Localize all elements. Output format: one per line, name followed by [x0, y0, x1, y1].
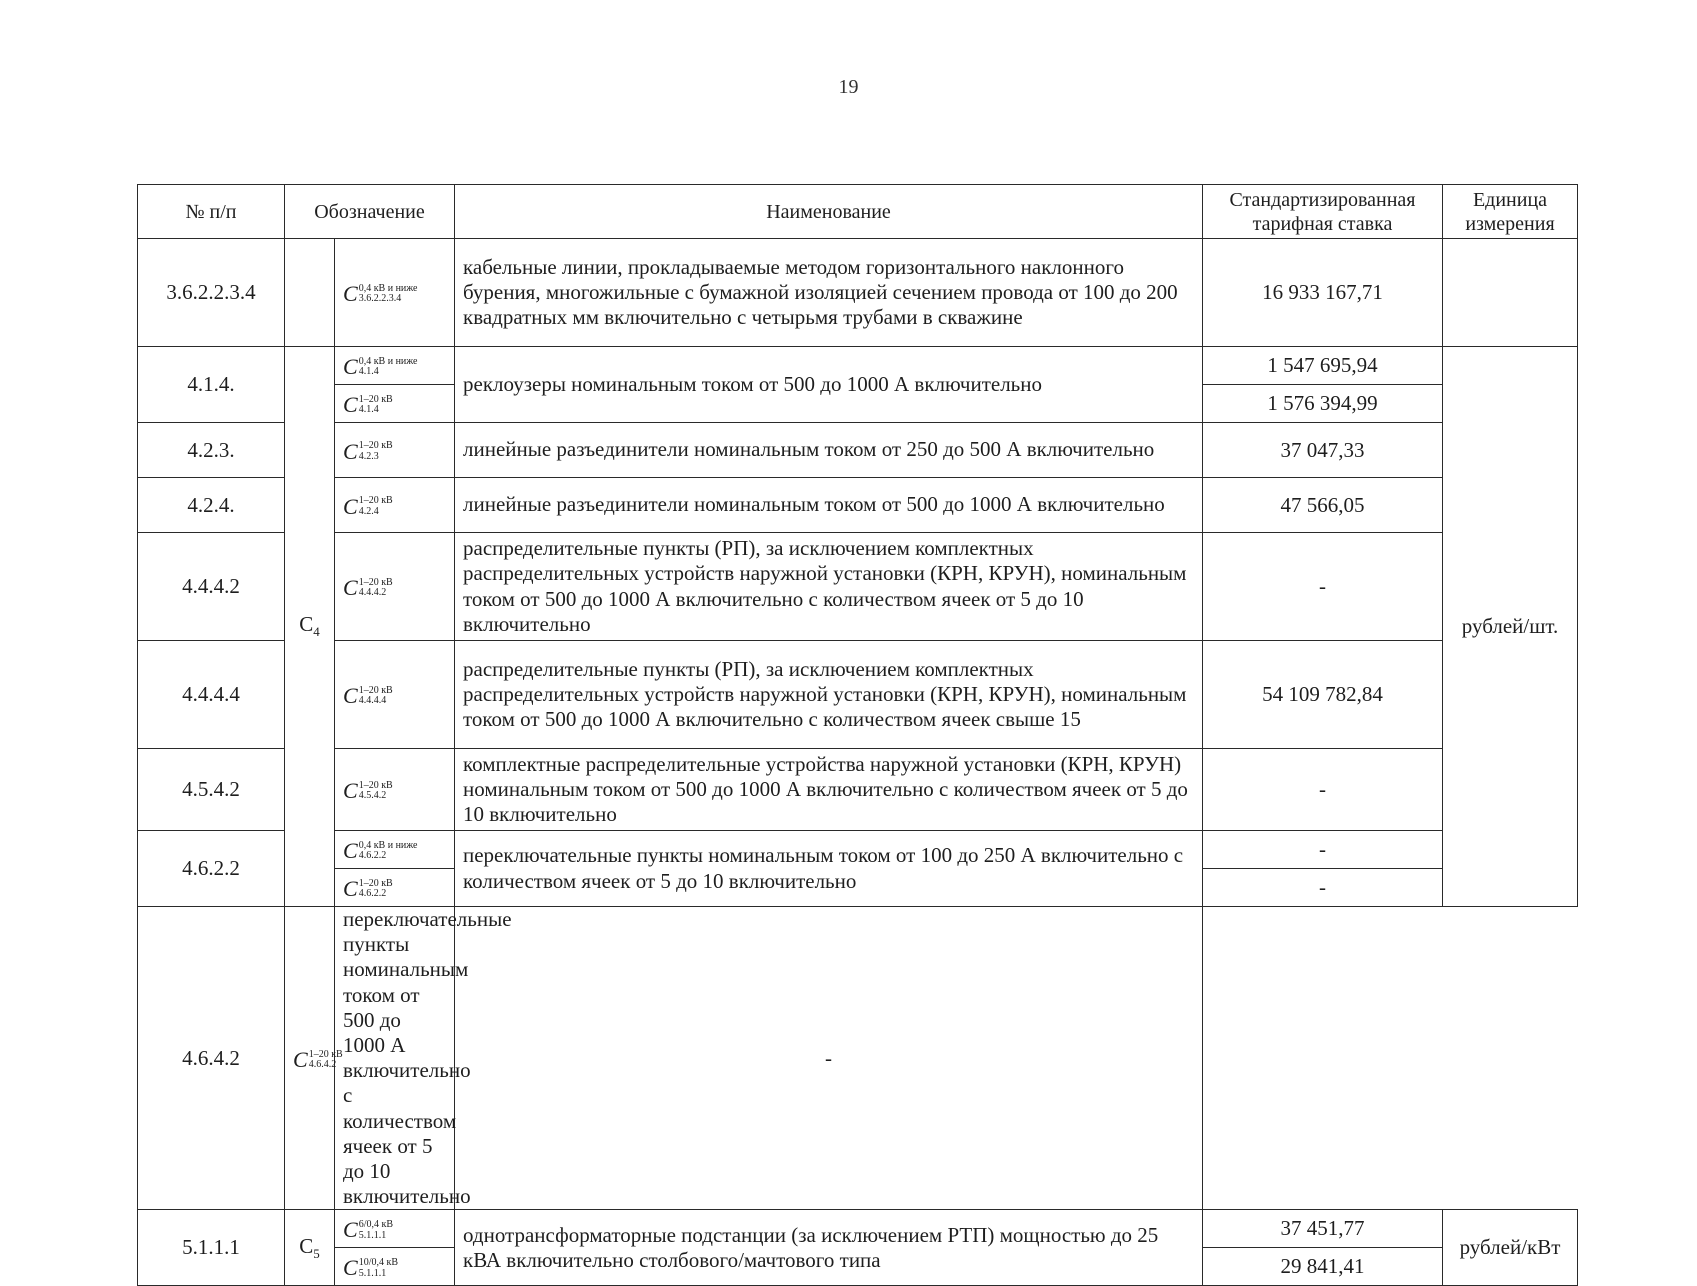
- designation: C 0,4 кВ и ниже 4.6.2.2: [335, 831, 455, 869]
- designation: C 1–20 кВ 4.4.4.2: [335, 533, 455, 641]
- header-code: Обозначение: [285, 185, 455, 239]
- item-name: распределительные пункты (РП), за исключением комплектных распределительных устройств наружной установки (КРН, КРУН), номинальным током от 500 до 1000 А включительно с количеством ячеек свыше 15: [455, 641, 1203, 749]
- table-row: [138, 239, 1578, 347]
- tariff-rate: 47 566,05: [1203, 478, 1443, 533]
- row-number: 4.2.4.: [138, 478, 285, 533]
- designation: C 1–20 кВ 4.6.2.2: [335, 869, 455, 907]
- tariff-rate: -: [1203, 831, 1443, 869]
- tariff-rate: -: [1203, 533, 1443, 641]
- group-letter: C: [299, 1233, 314, 1258]
- designation: C 10/0,4 кВ 5.1.1.1: [335, 1248, 455, 1286]
- designation-index: 4.2.3: [358, 450, 379, 462]
- item-name: линейные разъединители номинальным током от 500 до 1000 А включительно: [455, 478, 1203, 533]
- row-number: 4.6.4.2: [138, 907, 285, 1210]
- table-header-row: [138, 185, 1578, 239]
- tariff-rate: -: [1203, 869, 1443, 907]
- designation-voltage: 0,4 кВ и ниже: [358, 282, 418, 294]
- table-row: [138, 907, 1578, 1210]
- row-number: 4.4.4.2: [138, 533, 285, 641]
- tariff-rate: 1 547 695,94: [1203, 347, 1443, 385]
- header-rate: Стандартизированная тарифная ставка: [1203, 185, 1443, 239]
- group-cell: [285, 239, 335, 347]
- designation-index: 4.2.4: [358, 505, 379, 517]
- designation-voltage: 1–20 кВ: [358, 877, 393, 889]
- unit-kw: рублей/кВт: [1443, 1210, 1578, 1286]
- row-number: 4.6.2.2: [138, 831, 285, 907]
- designation-voltage: 1–20 кВ: [308, 1048, 343, 1060]
- group-index: 4: [313, 624, 320, 640]
- table-row: [138, 423, 1578, 478]
- designation-index: 5.1.1.1: [358, 1229, 387, 1241]
- designation: C 6/0,4 кВ 5.1.1.1: [335, 1210, 455, 1248]
- tariff-rate: 29 841,41: [1203, 1248, 1443, 1286]
- item-name: переключательные пункты номинальным током от 500 до 1000 А включительно с количеством ячеек от 5 до 10 включительно: [335, 907, 455, 1210]
- group-index: 5: [313, 1245, 320, 1261]
- designation-voltage: 10/0,4 кВ: [358, 1257, 398, 1269]
- designation: C 1–20 кВ 4.2.4: [335, 478, 455, 533]
- group-designation-c5: [285, 1210, 335, 1286]
- designation-voltage: 6/0,4 кВ: [358, 1219, 393, 1231]
- designation-voltage: 0,4 кВ и ниже: [358, 839, 418, 851]
- item-name: распределительные пункты (РП), за исключением комплектных распределительных устройств наружной установки (КРН, КРУН), номинальным током от 500 до 1000 А включительно с количеством ячеек от 5 до 10 включительно: [455, 533, 1203, 641]
- tariff-rate: 37 047,33: [1203, 423, 1443, 478]
- tariff-rate: -: [1203, 749, 1443, 831]
- designation-index: 4.1.4: [358, 404, 379, 416]
- tariff-rate: 37 451,77: [1203, 1210, 1443, 1248]
- header-num: № п/п: [138, 185, 285, 239]
- designation-voltage: 1–20 кВ: [358, 393, 393, 405]
- designation: C 1–20 кВ 4.6.4.2: [285, 907, 335, 1210]
- designation: C 0,4 кВ и ниже 3.6.2.2.3.4: [335, 239, 455, 347]
- table-row: [138, 641, 1578, 749]
- tariff-rate: -: [455, 907, 1203, 1210]
- designation-voltage: 1–20 кВ: [358, 440, 393, 452]
- row-number: 5.1.1.1: [138, 1210, 285, 1286]
- item-name: реклоузеры номинальным током от 500 до 1000 А включительно: [455, 347, 1203, 423]
- tariff-table: [137, 184, 1578, 1286]
- table-row: [138, 478, 1578, 533]
- row-number: 4.4.4.4: [138, 641, 285, 749]
- designation-index: 3.6.2.2.3.4: [358, 293, 402, 305]
- designation: C 1–20 кВ 4.1.4: [335, 385, 455, 423]
- group-designation-c4: [285, 347, 335, 907]
- tariff-rate: 16 933 167,71: [1203, 239, 1443, 347]
- row-number: 3.6.2.2.3.4: [138, 239, 285, 347]
- table-row: [138, 831, 1578, 869]
- header-unit: Единица измерения: [1443, 185, 1578, 239]
- designation-index: 4.5.4.2: [358, 790, 387, 802]
- designation: C 1–20 кВ 4.5.4.2: [335, 749, 455, 831]
- designation-voltage: 1–20 кВ: [358, 576, 393, 588]
- designation-voltage: 1–20 кВ: [358, 495, 393, 507]
- designation-index: 5.1.1.1: [358, 1267, 387, 1279]
- item-name: линейные разъединители номинальным током от 250 до 500 А включительно: [455, 423, 1203, 478]
- designation-index: 4.6.2.2: [358, 888, 387, 900]
- row-number: 4.1.4.: [138, 347, 285, 423]
- designation-voltage: 1–20 кВ: [358, 779, 393, 791]
- table-row: [138, 1210, 1578, 1248]
- item-name: кабельные линии, прокладываемые методом горизонтального наклонного бурения, многожильные с бумажной изоляцией сечением провода от 100 до 200 квадратных мм включительно с четырьмя трубами в скважине: [455, 239, 1203, 347]
- table-row: [138, 347, 1578, 385]
- designation: C 1–20 кВ 4.4.4.4: [335, 641, 455, 749]
- designation: C 1–20 кВ 4.2.3: [335, 423, 455, 478]
- tariff-rate: 54 109 782,84: [1203, 641, 1443, 749]
- designation-index: 4.1.4: [358, 366, 379, 378]
- designation-index: 4.6.2.2: [358, 850, 387, 862]
- designation-voltage: 0,4 кВ и ниже: [358, 355, 418, 367]
- unit-pcs: рублей/шт.: [1443, 347, 1578, 907]
- item-name: переключательные пункты номинальным током от 100 до 250 А включительно с количеством ячеек от 5 до 10 включительно: [455, 831, 1203, 907]
- header-name: Наименование: [455, 185, 1203, 239]
- tariff-rate: 1 576 394,99: [1203, 385, 1443, 423]
- row-number: 4.5.4.2: [138, 749, 285, 831]
- row-number: 4.2.3.: [138, 423, 285, 478]
- table-row: [138, 749, 1578, 831]
- table-row: [138, 533, 1578, 641]
- item-name: комплектные распределительные устройства наружной установки (КРН, КРУН) номинальным током от 500 до 1000 А включительно с количеством ячеек от 5 до 10 включительно: [455, 749, 1203, 831]
- unit-cell: [1443, 239, 1578, 347]
- designation-index: 4.4.4.2: [358, 587, 387, 599]
- designation-voltage: 1–20 кВ: [358, 684, 393, 696]
- group-letter: C: [299, 612, 314, 637]
- designation-index: 4.6.4.2: [308, 1059, 337, 1071]
- item-name: однотрансформаторные подстанции (за исключением РТП) мощностью до 25 кВА включительно столбового/мачтового типа: [455, 1210, 1203, 1286]
- designation-index: 4.4.4.4: [358, 695, 387, 707]
- page-number: 19: [838, 76, 859, 98]
- designation: C 0,4 кВ и ниже 4.1.4: [335, 347, 455, 385]
